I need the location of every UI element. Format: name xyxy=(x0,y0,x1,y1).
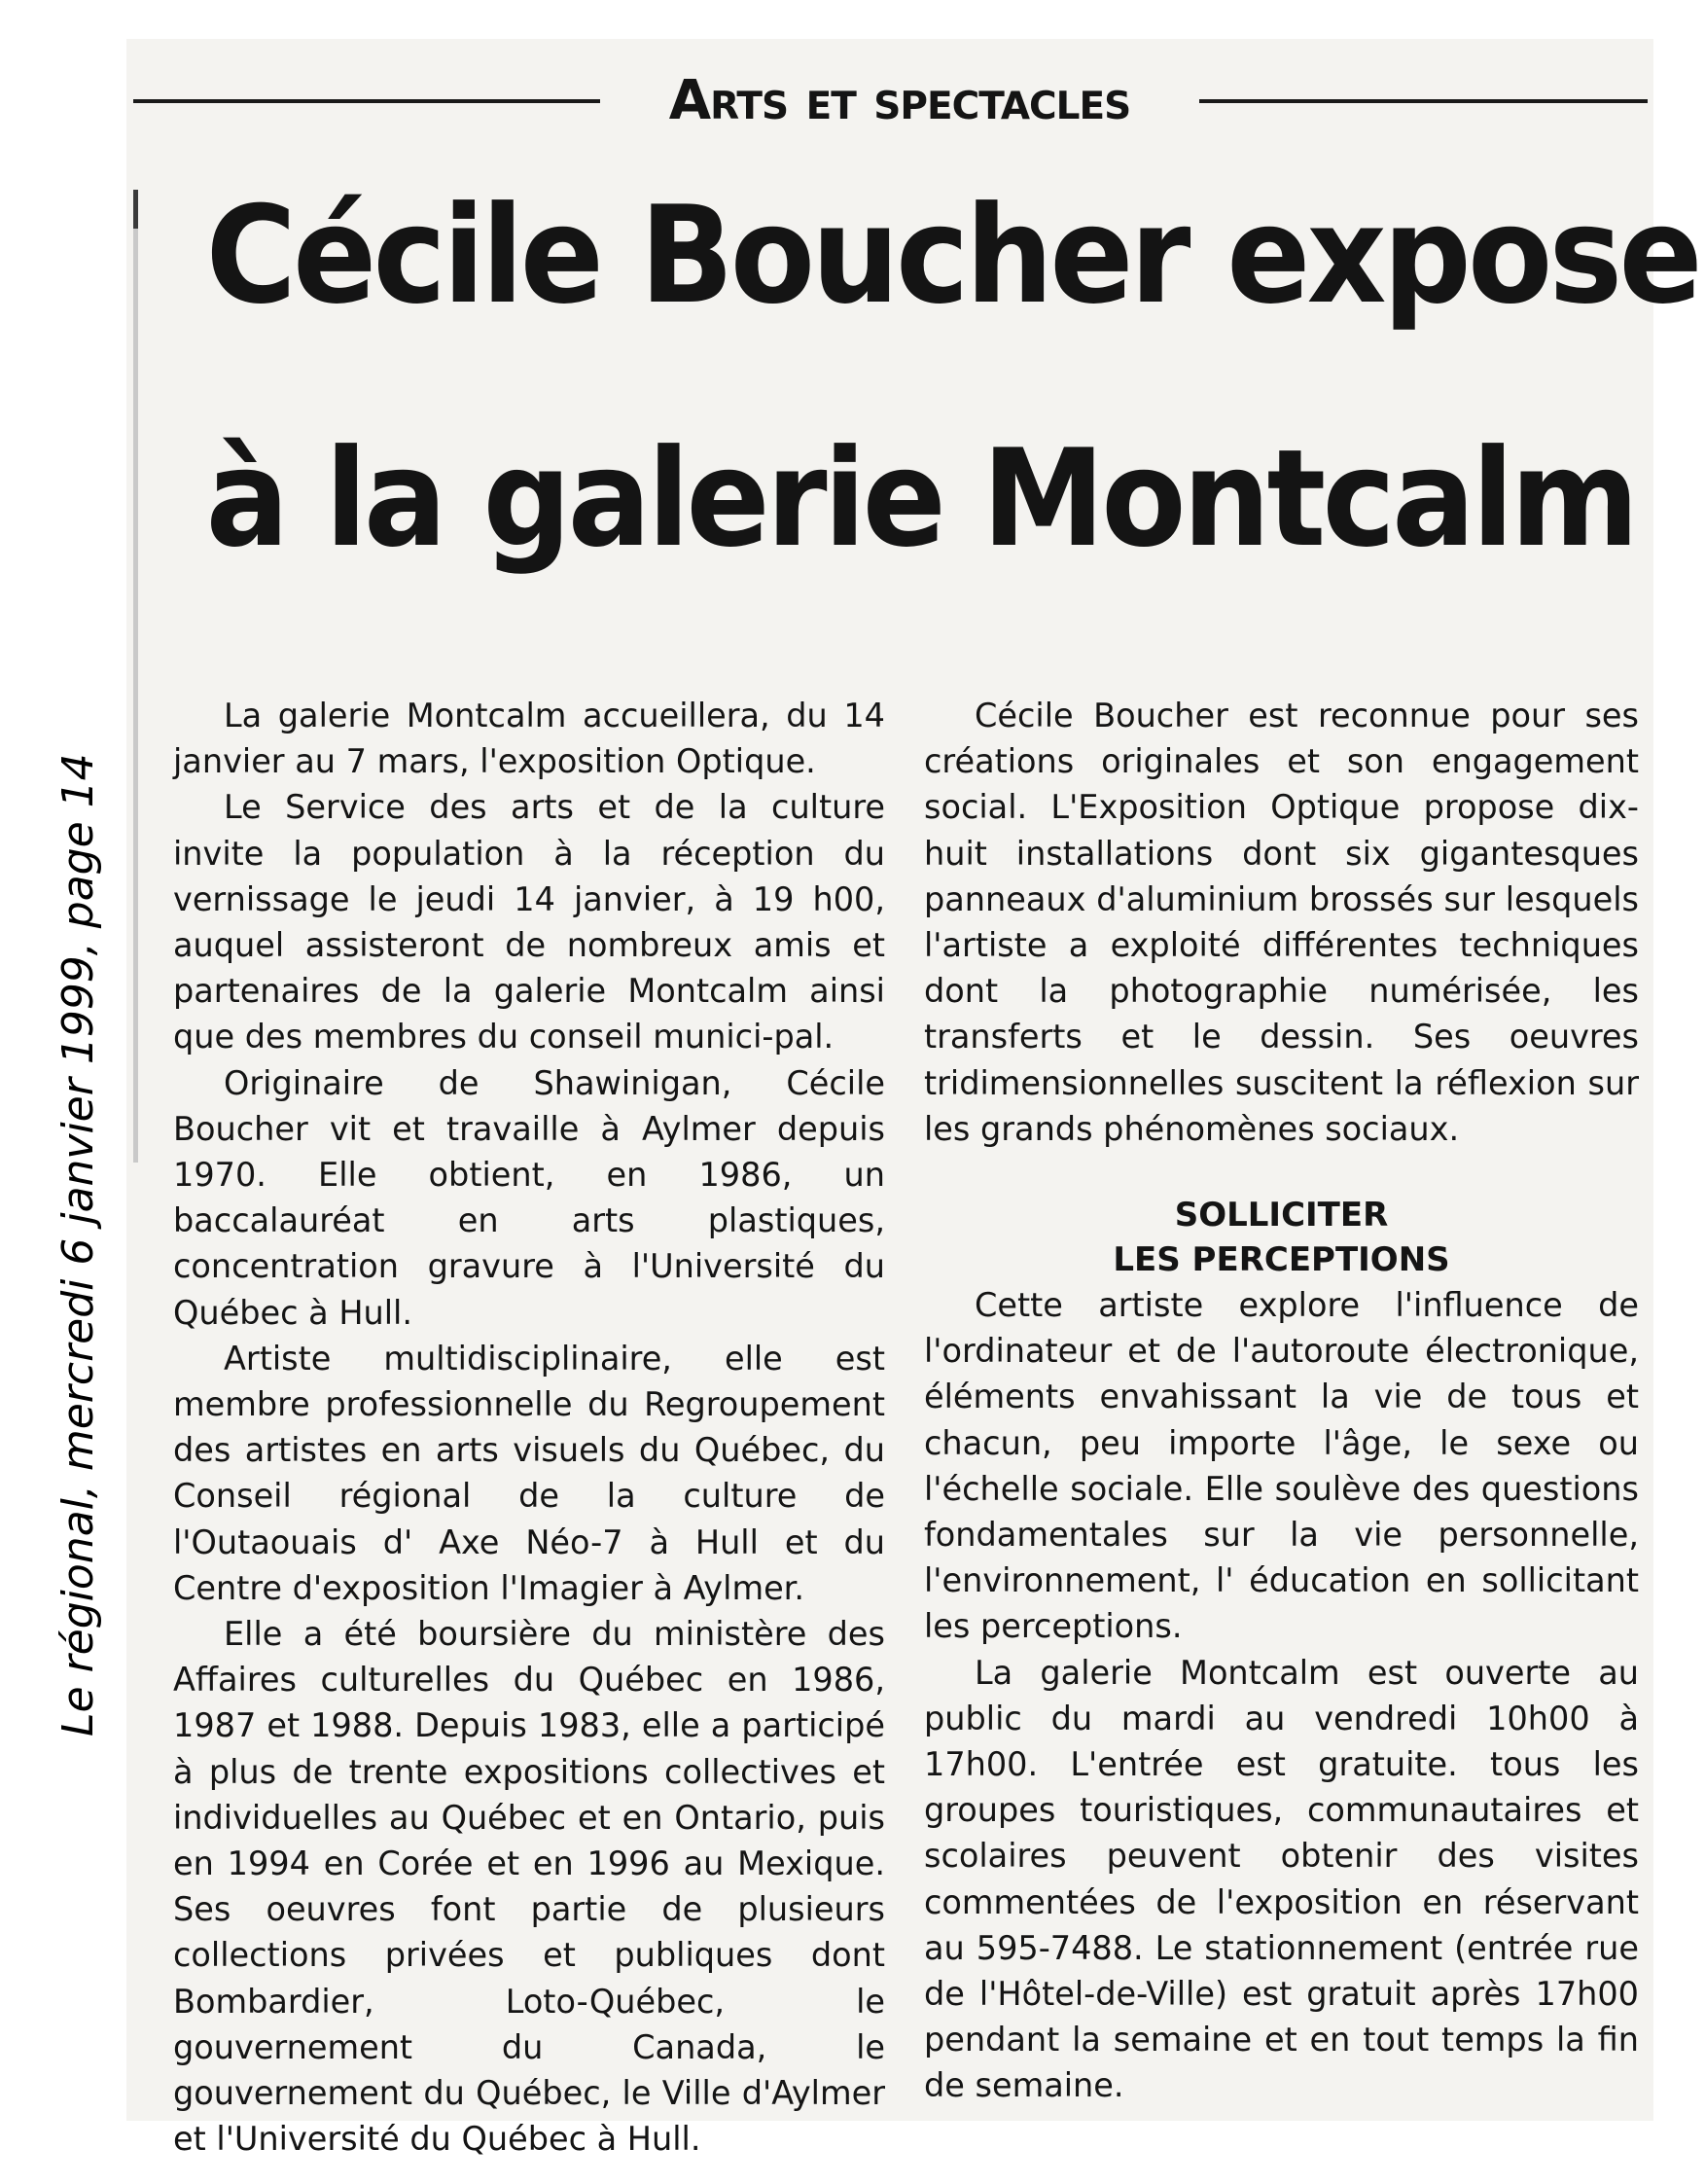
article-column-right xyxy=(924,693,1639,2109)
paragraph: Cécile Boucher est reconnue pour ses créations originales et son engagement social. L'Exposition Optique propose dix-huit installations dont six gigantesques panneaux d'aluminium brossés sur lesquels l'artiste a exploité différentes techniques dont la photographie numérisée, les transferts et le dessin. Ses oeuvres tridimensionnelles suscitent la réflexion sur les grands phénomènes sociaux. xyxy=(924,697,1639,1148)
subheading-line-1: SOLLICITER xyxy=(1174,1196,1389,1235)
paragraph: La galerie Montcalm est ouverte au public du mardi au vendredi 10h00 à 17h00. L'entrée est gratuite. tous les groupes touristiques, communautaires et scolaires peuvent obtenir des visites commentées de l'exposition en réservant au 595-7488. Le stationnement (entrée rue de l'Hôtel-de-Ville) est gratuit après 17h00 pendant la semaine et en tout temps la fin de semaine. xyxy=(924,1653,1639,2105)
section-rule-left xyxy=(133,99,600,103)
headline-line-2: à la galerie Montcalm xyxy=(205,420,1636,577)
paragraph: Le Service des arts et de la culture invite la population à la réception du vernissage le jeudi 14 janvier, à 19 h00, auquel assisteront de nombreux amis et partenaires de la galerie Montcalm ainsi que des membres du conseil munici-pal. xyxy=(173,788,885,1056)
paragraph: Cette artiste explore l'influence de l'ordinateur et de l'autoroute électronique, éléments envahissant la vie de tous et chacun, peu importe l'âge, le sexe ou l'échelle sociale. Elle soulève des questions fondamentales sur la vie personnelle, l'environnement, l' éducation en sollicitant les perceptions. xyxy=(924,1286,1639,1646)
subheading xyxy=(924,1193,1639,1282)
paragraph: Elle a été boursière du ministère des Affaires culturelles du Québec en 1986, 1987 et 1988. Depuis 1983, elle a participé à plus de trente expositions collectives et individuelles au Québec et en Ontario, puis en 1994 en Corée et en 1996 au Mexique. Ses oeuvres font partie de plusieurs collections privées et publiques dont Bombardier, Loto-Québec, le gouvernement du Canada, le gouvernement du Québec, le Ville d'Aylmer et l'Université du Québec à Hull. xyxy=(173,1615,885,2159)
section-rule-right xyxy=(1199,99,1648,103)
clipping-edge-mark xyxy=(133,190,138,1163)
paragraph: Originaire de Shawinigan, Cécile Boucher vit et travaille à Aylmer depuis 1970. Elle obtient, en 1986, un baccalauréat en arts plastiques, concentration gravure à l'Université du Québec à Hull. xyxy=(173,1063,885,1332)
headline-line-1: Cécile Boucher expose xyxy=(205,177,1699,334)
section-label: Arts et spectacles xyxy=(668,69,1131,132)
paragraph: Artiste multidisciplinaire, elle est membre professionnelle du Regroupement des artistes en arts visuels du Québec, du Conseil régional de la culture de l'Outaouais d' Axe Néo-7 à Hull et du Centre d'exposition l'Imagier à Aylmer. xyxy=(173,1339,885,1607)
article-column-left xyxy=(173,693,885,2163)
subheading-line-2: LES PERCEPTIONS xyxy=(1113,1240,1450,1280)
source-credit: Le régional, mercredi 6 janvier 1999, page 14 xyxy=(53,753,103,1736)
paragraph: La galerie Montcalm accueillera, du 14 janvier au 7 mars, l'exposition Optique. xyxy=(173,697,885,781)
